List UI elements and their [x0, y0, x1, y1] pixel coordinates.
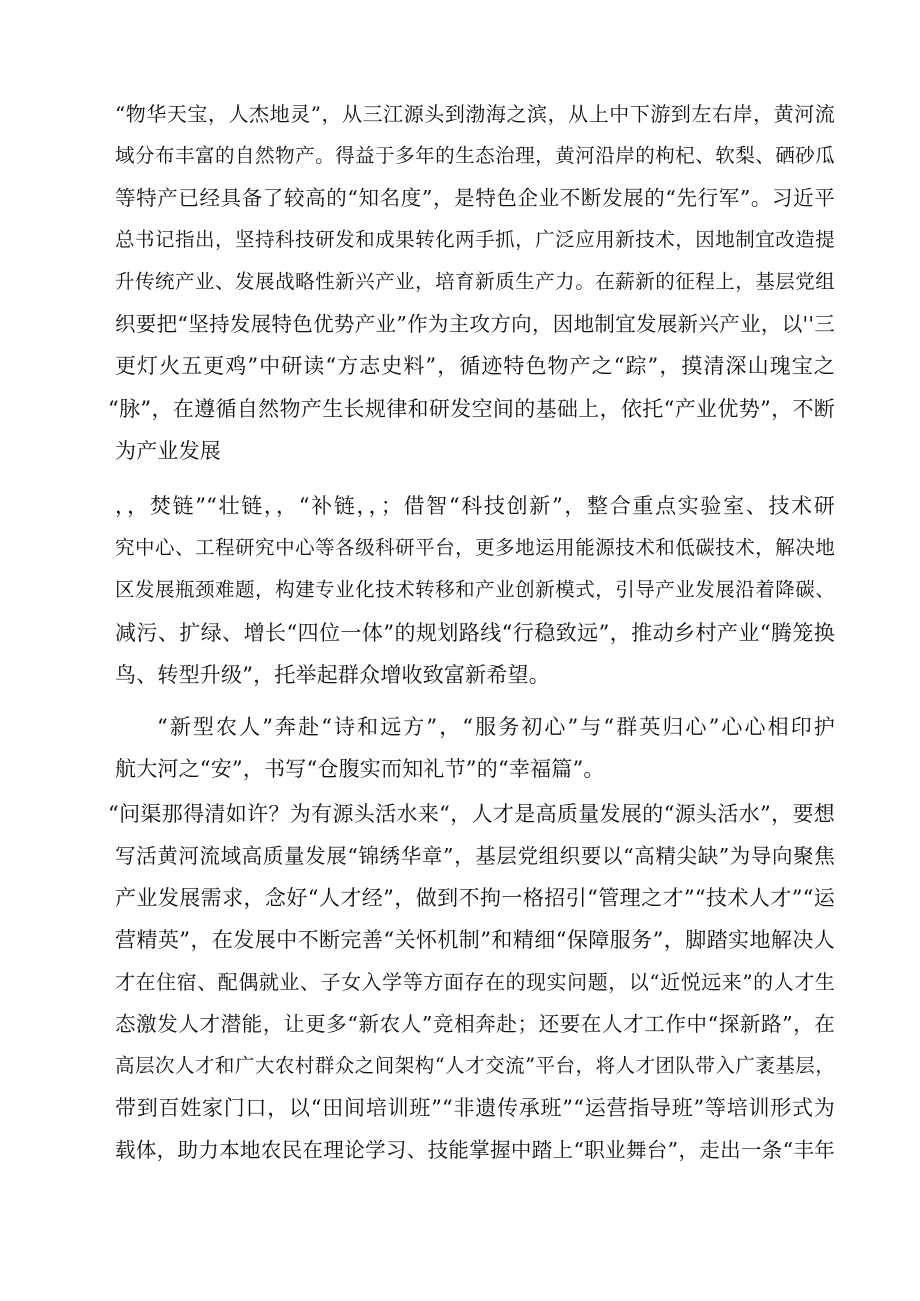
text-line: “物华天宝，人杰地灵”，从三江源头到渤海之滨，从上中下游到左右岸，黄河流 [115, 102, 835, 126]
text-line: 产业发展需求，念好“人才经”，做到不拘一格招引“管理之才”“技术人才”“运 [115, 886, 835, 910]
text-line: 等特产已经具备了较高的“知名度”，是特色企业不断发展的“先行军”。习近平 [115, 186, 835, 210]
text-line: 营精英”，在发展中不断完善“关怀机制”和精细“保障服务”，脚踏实地解决人 [115, 928, 835, 952]
text-line: 升传统产业、发展战略性新兴产业，培育新质生产力。在薪新的征程上，基层党组 [115, 270, 835, 293]
text-line: 高层次人才和广大农村群众之间架构“人才交流”平台，将人才团队带入广袤基层， [115, 1054, 835, 1077]
text-line: 载体，助力本地农民在理论学习、技能掌握中踏上“职业舞台”，走出一条“丰年 [115, 1138, 835, 1162]
text-line: 带到百姓家门口，以“田间培训班”“非遗传承班”“运营指导班”等培训形式为 [115, 1096, 835, 1120]
text-line: 写活黄河流域高质量发展“锦绣华章”，基层党组织要以“高精尖缺”为导向聚焦 [115, 844, 835, 868]
text-line: 究中心、工程研究中心等各级科研平台，更多地运用能源技术和低碳技术，解决地 [115, 536, 835, 559]
text-line: “问渠那得清如许？为有源头活水来“，人才是高质量发展的“源头活水”，要想 [108, 802, 835, 826]
text-line: “脉”，在遵循自然物产生长规律和研发空间的基础上，依托“产业优势”，不断 [108, 397, 835, 421]
text-line: 区发展瓶颈难题，构建专业化技术转移和产业创新模式，引导产业发展沿着降碳、 [115, 578, 835, 601]
text-line: 为产业发展 [115, 439, 221, 463]
text-line: 总书记指出，坚持科技研发和成果转化两手抓，广泛应用新技术，因地制宜改造提 [115, 228, 835, 251]
text-line: 减污、扩绿、增长“四位一体”的规划路线“行稳致远”，推动乡村产业“腾笼换 [115, 621, 835, 645]
text-line: 更灯火五更鸡”中研读“方志史料”，循迹特色物产之“踪”，摸清深山瑰宝之 [115, 354, 835, 378]
text-line: 织要把“坚持发展特色优势产业”作为主攻方向，因地制宜发展新兴产业，以''三 [115, 312, 835, 336]
text-line: 态激发人才潜能，让更多“新农人”竞相奔赴；还要在人才工作中“探新路”，在 [115, 1012, 835, 1036]
text-line: 鸟、转型升级”，托举起群众增收致富新希望。 [115, 663, 550, 687]
text-line: “新型农人”奔赴“诗和远方”，“服务初心”与“群英归心”心心相印护 [157, 715, 835, 739]
text-line: 航大河之“安”，书写“仓腹实而知礼节”的“幸福篇”。 [115, 757, 605, 781]
text-line: ，，焚链”“壮链，，“补链，，；借智“科技创新”，整合重点实验室、技术研 [115, 494, 835, 518]
text-line: 才在住宿、配偶就业、子女入学等方面存在的现实问题，以“近悦远来”的人才生 [115, 970, 835, 994]
text-line: 域分布丰富的自然物产。得益于多年的生态治理，黄河沿岸的枸杞、软梨、硒砂瓜 [115, 144, 835, 167]
